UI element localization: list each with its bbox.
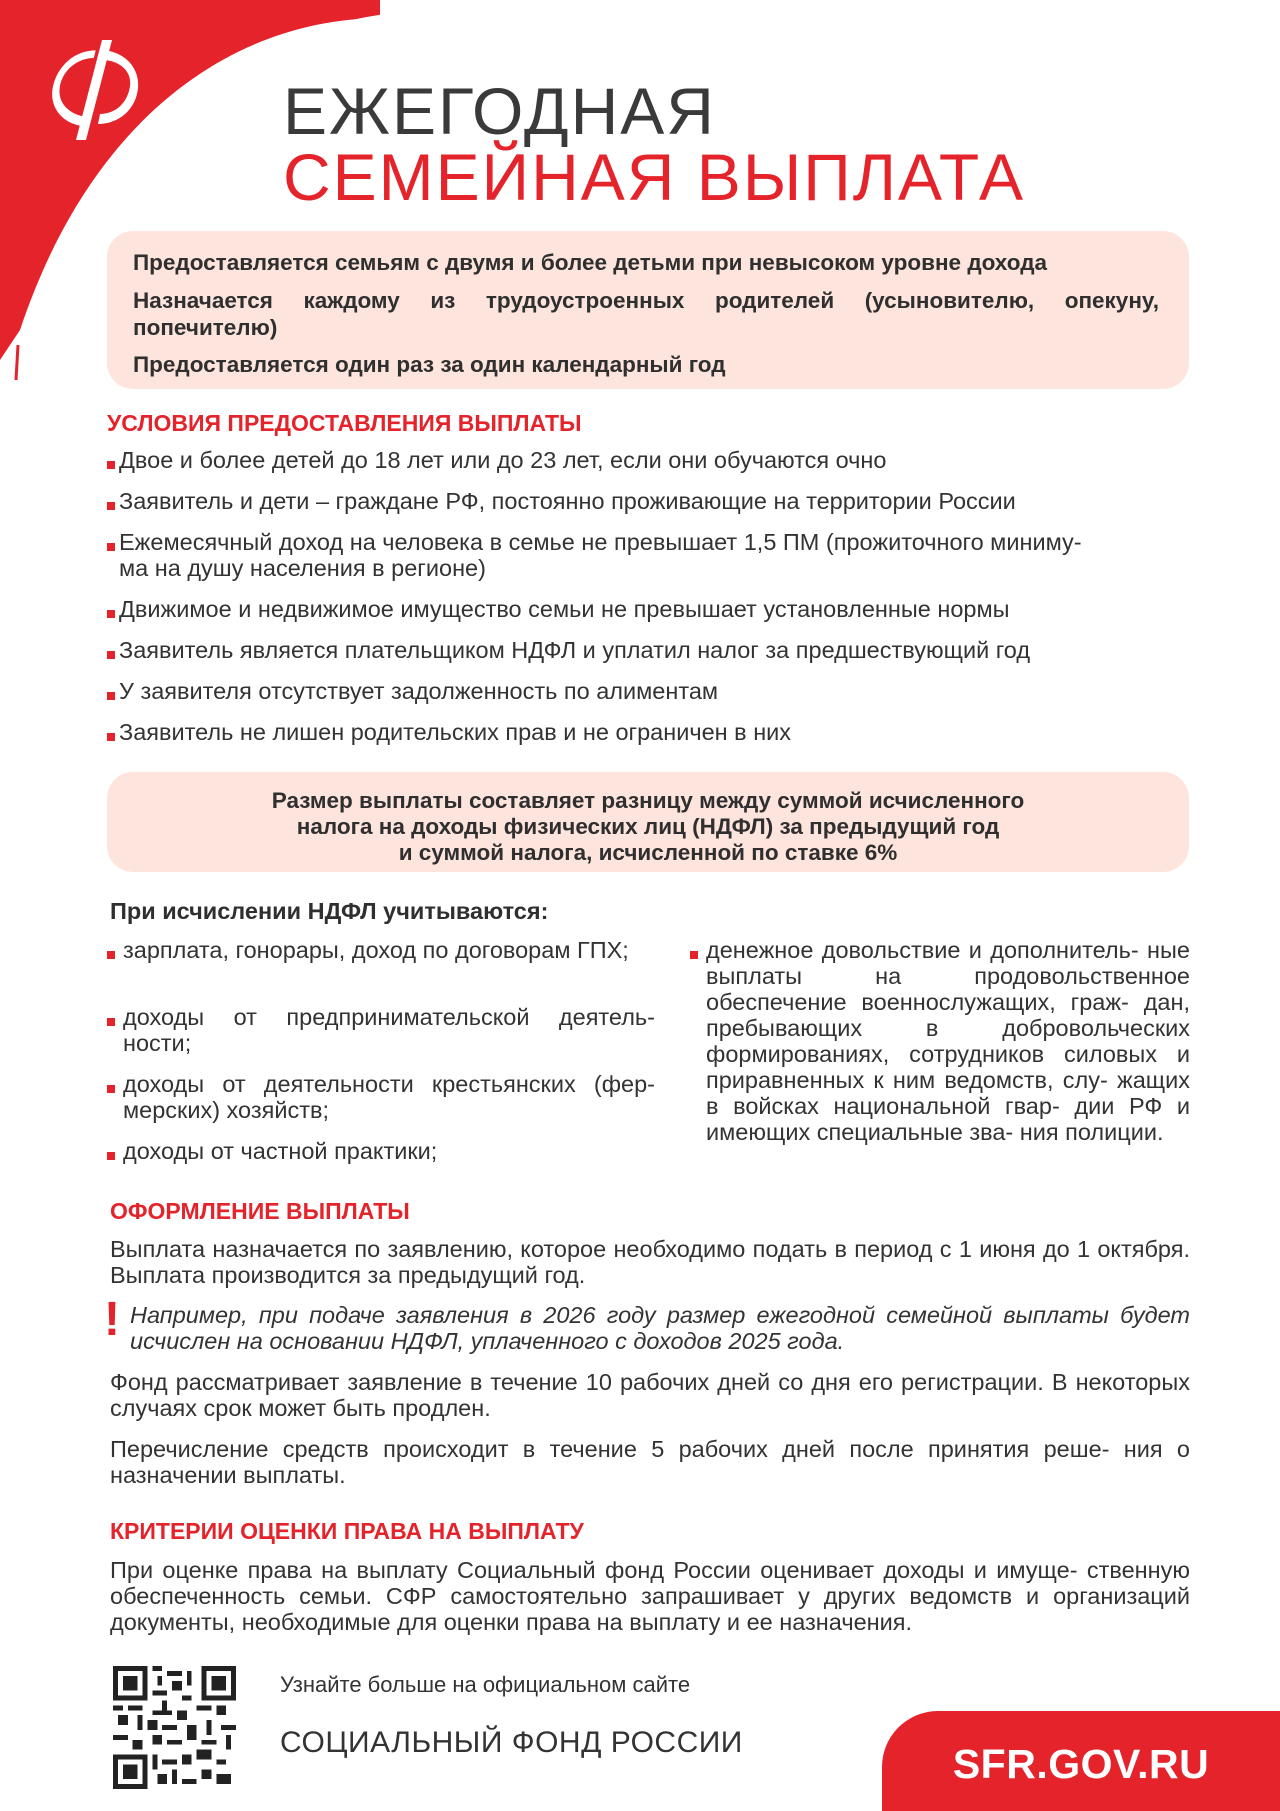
list-item: Заявитель является плательщиком НДФЛ и уплатил налог за предшествующий год [119,637,1031,663]
bullet-marker [107,502,115,510]
list-item: денежное довольствие и дополнитель- ные выплаты на продовольственное обеспечение военнослужащих, граж- дан, пребывающих в добровольческих формированиях, сотрудников силовых и приравненных к ним ведомств, слу- жащих в войсках национальной гвар- дии РФ и имеющих специальные зва- ния полиции. [706,937,1190,1145]
bullet-marker [107,1085,115,1093]
exclamation-icon: ! [104,1293,120,1346]
bullet-marker [690,951,698,959]
criteria-paragraph: При оценке права на выплату Социальный фонд России оценивает доходы и имуще- ственную обеспеченность семьи. СФР самостоятельно запрашивает у других ведомств и организаций документы, необходимые для оценки права на выплату и ее назначения. [110,1557,1190,1635]
list-item: доходы от предпринимательской деятель- ности; [123,1004,655,1056]
intro-line: Предоставляется один раз за один календарный год [133,352,726,377]
list-item: зарплата, гонорары, доход по договорам ГПХ; [123,937,629,963]
org-name: СОЦИАЛЬНЫЙ ФОНД РОССИИ [280,1726,743,1759]
amount-line: Размер выплаты составляет разницу между суммой исчисленного [271,788,1025,813]
list-item: доходы от деятельности крестьянских (фер- мерских) хозяйств; [123,1071,655,1123]
transfer-paragraph: Перечисление средств происходит в течение 5 рабочих дней после принятия реше- ния о назначении выплаты. [110,1436,1190,1488]
bullet-marker [107,543,115,551]
learn-more-label: Узнайте больше на официальном сайте [280,1672,691,1697]
application-paragraph: Выплата назначается по заявлению, которое необходимо подать в период с 1 июня до 1 октября. Выплата производится за предыдущий год. [110,1236,1190,1288]
amount-line: налога на доходы физических лиц (НДФЛ) за предыдущий год [296,814,1000,839]
bullet-marker [107,692,115,700]
list-item: Заявитель и дети – граждане РФ, постоянно проживающие на территории России [119,488,1016,514]
conditions-heading: УСЛОВИЯ ПРЕДОСТАВЛЕНИЯ ВЫПЛАТЫ [107,410,582,436]
bullet-marker [107,733,115,741]
application-heading: ОФОРМЛЕНИЕ ВЫПЛАТЫ [110,1198,410,1224]
ndfl-left-column [107,937,655,1177]
intro-line: Предоставляется семьям с двумя и более детьми при невысоком уровне дохода [133,250,1047,275]
page-title-line1: ЕЖЕГОДНАЯ [283,74,716,148]
conditions-list [107,447,1197,747]
page-title-line2: СЕМЕЙНАЯ ВЫПЛАТА [283,140,1026,214]
list-item: Движимое и недвижимое имущество семьи не превышает установленные нормы [119,596,1010,622]
list-item: доходы от частной практики; [123,1138,438,1164]
qr-code-icon[interactable] [113,1666,236,1789]
site-link[interactable]: SFR.GOV.RU [952,1741,1210,1787]
bullet-marker [107,651,115,659]
bullet-marker [107,610,115,618]
bullet-marker [107,1152,115,1160]
bullet-marker [107,461,115,469]
list-item: Заявитель не лишен родительских прав и не ограничен в них [119,719,792,745]
amount-line: и суммой налога, исчисленной по ставке 6% [398,840,898,865]
list-item-continuation: ма на душу населения в регионе) [119,555,486,581]
review-paragraph: Фонд рассматривает заявление в течение 10 рабочих дней со дня его регистрации. В некоторых случаях срок может быть продлен. [110,1369,1190,1421]
example-note: Например, при подаче заявления в 2026 году размер ежегодной семейной выплаты будет исчислен на основании НДФЛ, уплаченного с доходов 2025 года. [130,1302,1190,1354]
site-banner[interactable] [882,1711,1280,1811]
list-item: Ежемесячный доход на человека в семье не превышает 1,5 ПМ (прожиточного миниму- [119,529,1082,555]
bullet-marker [107,951,115,959]
amount-box [107,772,1189,872]
criteria-heading: КРИТЕРИИ ОЦЕНКИ ПРАВА НА ВЫПЛАТУ [110,1518,584,1544]
list-item: Двое и более детей до 18 лет или до 23 лет, если они обучаются очно [119,447,887,473]
ndfl-heading: При исчислении НДФЛ учитываются: [110,898,549,924]
list-item: У заявителя отсутствует задолженность по алиментам [119,678,719,704]
bullet-marker [107,1018,115,1026]
intro-line: Назначается каждому из трудоустроенных родителей (усыновителю, опекуну, попечителю) [133,288,1159,340]
ndfl-right-column [690,937,1190,1177]
intro-box [107,231,1189,389]
